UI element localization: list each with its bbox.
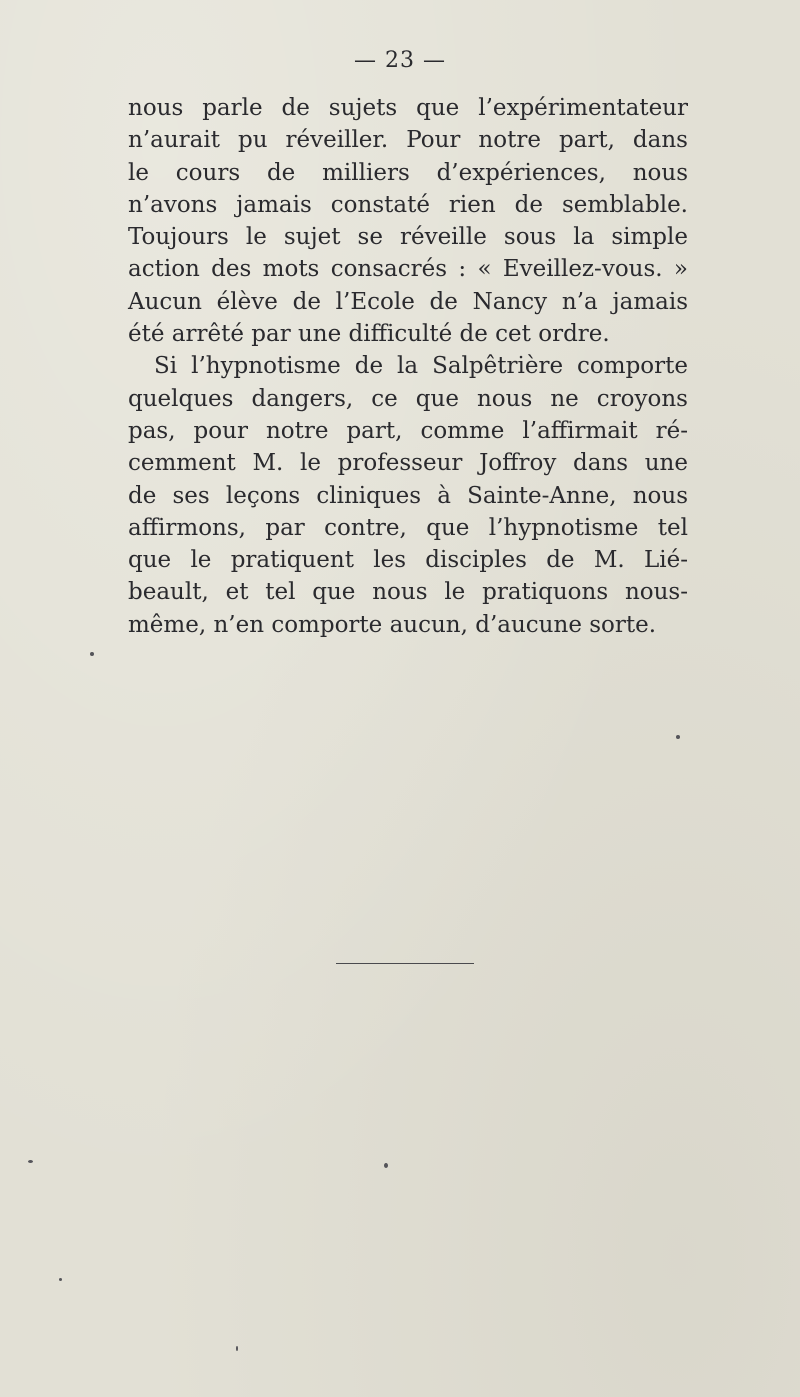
text-line: affirmons, par contre, que l’hypnotisme tel [128, 514, 688, 541]
text-line: le cours de milliers d’expériences, nous [128, 159, 688, 186]
text-line: quelques dangers, ce que nous ne croyons [128, 385, 688, 412]
text-line: pas, pour notre part, comme l’affirmait ré- [128, 417, 688, 444]
text-line: que le pratiquent les disciples de M. Lié- [128, 547, 688, 574]
paper-speck [59, 1278, 62, 1281]
body-text [128, 92, 688, 641]
paper-speck [90, 652, 94, 656]
text-line: beault, et tel que nous le pratiquons nous- [128, 579, 688, 606]
paragraph-start-line: Si l’hypnotisme de la Salpêtrière comporte [154, 353, 688, 380]
paragraph-end-line: été arrêté par une difficulté de cet ordre. [128, 321, 610, 348]
text-line: action des mots consacrés : « Eveillez-vous. » [128, 256, 688, 283]
text-line: n’avons jamais constaté rien de semblable. [128, 191, 688, 218]
paper-speck [28, 1160, 33, 1163]
page-number: — 23 — [354, 48, 446, 73]
text-line: nous parle de sujets que l’expérimentateur [128, 95, 688, 121]
paper-speck [676, 735, 680, 739]
paper-speck [236, 1346, 238, 1351]
text-line: n’aurait pu réveiller. Pour notre part, dans [128, 127, 688, 154]
text-line: Toujours le sujet se réveille sous la simple [128, 224, 688, 251]
text-line: de ses leçons cliniques à Sainte-Anne, nous [128, 482, 688, 509]
paragraph-end-line: même, n’en comporte aucun, d’aucune sorte. [128, 611, 657, 638]
text-line: Aucun élève de l’Ecole de Nancy n’a jamais [128, 288, 688, 315]
paper-speck [384, 1163, 388, 1168]
text-line: cemment M. le professeur Joffroy dans une [128, 450, 688, 477]
end-rule [336, 963, 474, 964]
